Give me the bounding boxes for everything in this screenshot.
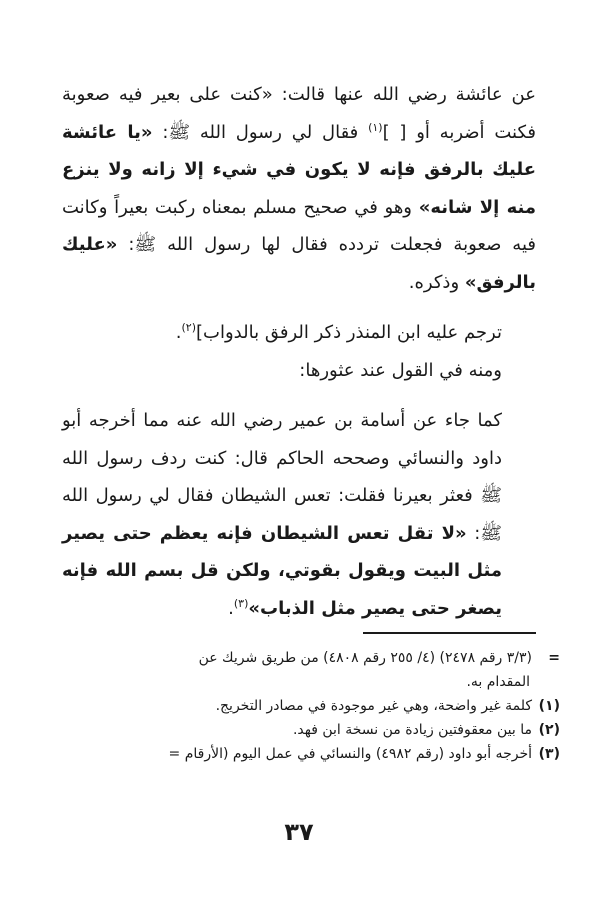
- footnote-marker: (٢): [538, 722, 560, 738]
- footnote-text: ما بين معقوفتين زيادة من نسخة ابن فهد.: [292, 722, 532, 738]
- footnote-separator: [363, 632, 536, 634]
- footnote-marker: (٣): [538, 746, 560, 762]
- paragraph-spacer: [62, 389, 536, 402]
- paragraph-ibn-mundhir: [62, 314, 536, 352]
- hadith-quote: «عليك بالرفق»: [62, 234, 536, 293]
- footnote-2: [48, 718, 560, 742]
- footnote-1: [48, 694, 560, 718]
- paragraph-text: ترجم عليه ابن المنذر ذكر الرفق بالدواب]: [196, 322, 502, 343]
- main-text: [62, 76, 536, 627]
- footnote-marker: (١): [538, 698, 560, 714]
- paragraph-text: .: [228, 597, 234, 619]
- paragraph-text: كما جاء عن أسامة بن عمير رضي الله عنه مما أخرجه أبو داود والنسائي وصححه الحاكم قال: كنت ردف رسول الله ﷺ فعثر بعيرنا فقلت: تعس الشيطان فقال لي رسول الله ﷺ:: [62, 410, 503, 544]
- footnote-text: (٣/٣ رقم ٢٤٧٨) (٤/ ٢٥٥ رقم ٤٨٠٨) من طريق شريك عن: [198, 650, 532, 666]
- footnote-text: أخرجه أبو داود (رقم ٤٩٨٢) والنسائي في عمل اليوم (الأرقام =: [168, 746, 532, 762]
- paragraph-spacer: [62, 301, 536, 314]
- footnote-continuation-line: المقدام به.: [466, 674, 530, 690]
- footnotes: [48, 646, 560, 766]
- footnote-text: كلمة غير واضحة، وهي غير موجودة في مصادر التخريج.: [215, 698, 532, 714]
- paragraph-usama-hadith: [62, 402, 536, 627]
- paragraph-heading-stumbling: ومنه في القول عند عثورها:: [299, 359, 502, 381]
- paragraph-text: وذكره.: [408, 271, 465, 293]
- hadith-quote: «لا تقل تعس الشيطان فإنه يعظم حتى يصير مثل البيت ويقول بقوتي، ولكن قل بسم الله فإنه يصغر حتى يصير مثل الذباب»: [62, 522, 502, 619]
- page-number: ٣٧: [284, 818, 314, 846]
- footnote-3: [48, 742, 560, 766]
- paragraph-text: عن عائشة رضي الله عنها قالت: «كنت على بعير فيه صعوبة فكنت أضربه أو [ ]: [62, 84, 536, 143]
- paragraph-text: وهو في صحيح مسلم بمعناه ركبت بعيراً وكانت فيه صعوبة فجعلت تردده فقال لها رسول الله ﷺ:: [62, 196, 536, 255]
- footnote-ref-1: (١): [368, 120, 383, 134]
- paragraph-text: فقال لي رسول الله ﷺ:: [152, 121, 369, 143]
- paragraph-text: .: [175, 322, 182, 343]
- paragraph-aisha-hadith: [62, 76, 536, 301]
- footnote-ref-2: (٢): [181, 321, 197, 334]
- footnote-continuation: [48, 646, 560, 670]
- hadith-quote: «يا عائشة عليك بالرفق فإنه لا يكون في شيء إلا زانه ولا ينزع منه إلا شانه»: [62, 121, 537, 218]
- footnote-marker: =: [548, 650, 560, 666]
- footnote-ref-3: (٣): [233, 596, 249, 610]
